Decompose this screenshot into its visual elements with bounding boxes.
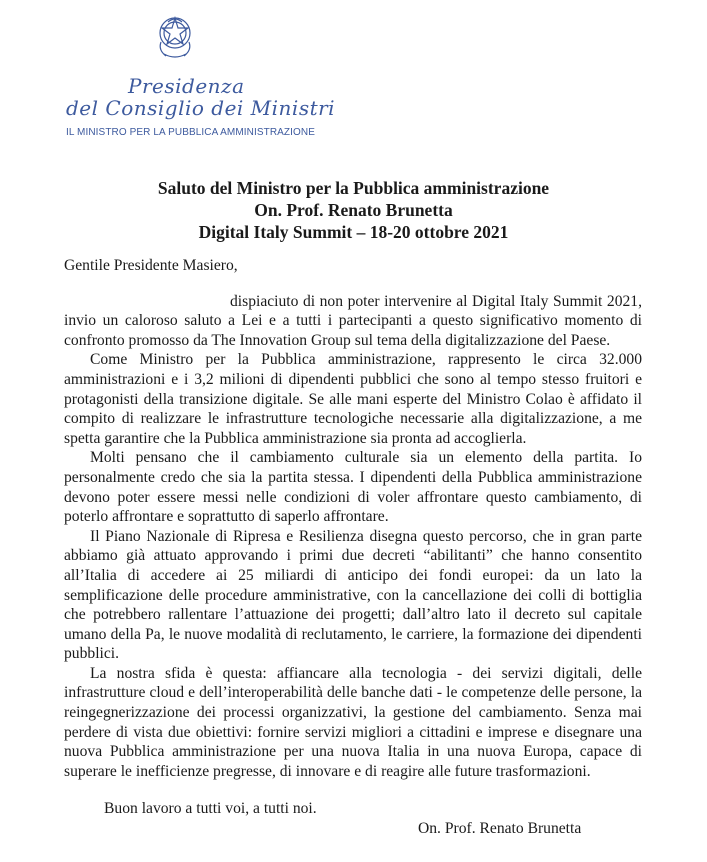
document-title (0, 177, 707, 243)
paragraph-3: Molti pensano che il cambiamento culturale sia un elemento della partita. Io personalmente credo che sia la partita stessa. I dipendenti della Pubblica amministrazione devono poter essere messi nelle condizioni di voler affrontare questo cambiamento, di poterlo affrontare e soprattutto di saperlo affrontare. (64, 449, 642, 526)
paragraph-1: dispiaciuto di non poter intervenire al Digital Italy Summit 2021, invio un caloroso saluto a Lei e a tutti i partecipanti a questo significativo momento di confronto promosso da The Innovation Group sul tema della digitalizzazione del Paese. (64, 292, 642, 349)
salutation: Gentile Presidente Masiero, (64, 257, 238, 274)
institution-name-line1: Presidenza (128, 74, 245, 98)
paragraph-5: La nostra sfida è questa: affiancare alla tecnologia - dei servizi digitali, delle infrastrutture cloud e dell’interoperabilità delle banche dati - le competenze delle persone, la reingegnerizzazione dei processi organizzativi, la gestione del cambiamento. Senza mai perdere di vista due obiettivi: fornire servizi migliori a cittadini e imprese e disegnare una nuova Pubblica amministrazione per una nuova Italia in una nuova Europa, capace di superare le inefficienze pregresse, di innovare e di reagire alle future trasformazioni. (64, 664, 642, 780)
paragraph-4: Il Piano Nazionale di Ripresa e Resilienza disegna questo percorso, che in gran parte abbiamo già attuato approvando i primi due decreti “abilitanti” che hanno consentito all’Italia di accedere ai 25 miliardi di anticipo dei fondi europei: da un lato la semplificazione delle procedure amministrative, con la cancellazione dei colli di bottiglia che potrebbero rallentare l’attuazione dei progetti; dall’altro lato il decreto sul capitale umano della Pa, le nuove modalità di reclutamento, le carriere, la formazione dei dipendenti pubblici. (64, 527, 642, 663)
closing: Buon lavoro a tutti voi, a tutti noi. (104, 800, 317, 818)
institution-name-line2: del Consiglio dei Ministri (66, 96, 336, 120)
letter-body (64, 256, 642, 819)
paragraph-2: Come Ministro per la Pubblica amministrazione, rappresento le circa 32.000 amministrazioni e i 3,2 milioni di dipendenti pubblici che sono al tempo stesso fruitori e protagonisti della transizione digitale. Se alle mani esperte del Ministro Colao è affidato il compito di realizzare le infrastrutture tecnologiche necessarie alla digitalizzazione, a me spetta garantire che la Pubblica amministrazione sia pronta ad accoglierla. (64, 351, 642, 447)
italian-republic-emblem-icon (154, 14, 196, 60)
ministry-name: IL MINISTRO PER LA PUBBLICA AMMINISTRAZIONE (66, 127, 315, 138)
title-line3: Digital Italy Summit – 18-20 ottobre 2021 (198, 222, 509, 242)
title-line1: Saluto del Ministro per la Pubblica amministrazione (157, 178, 550, 198)
title-line2: On. Prof. Renato Brunetta (254, 200, 453, 220)
signature: On. Prof. Renato Brunetta (418, 820, 582, 837)
